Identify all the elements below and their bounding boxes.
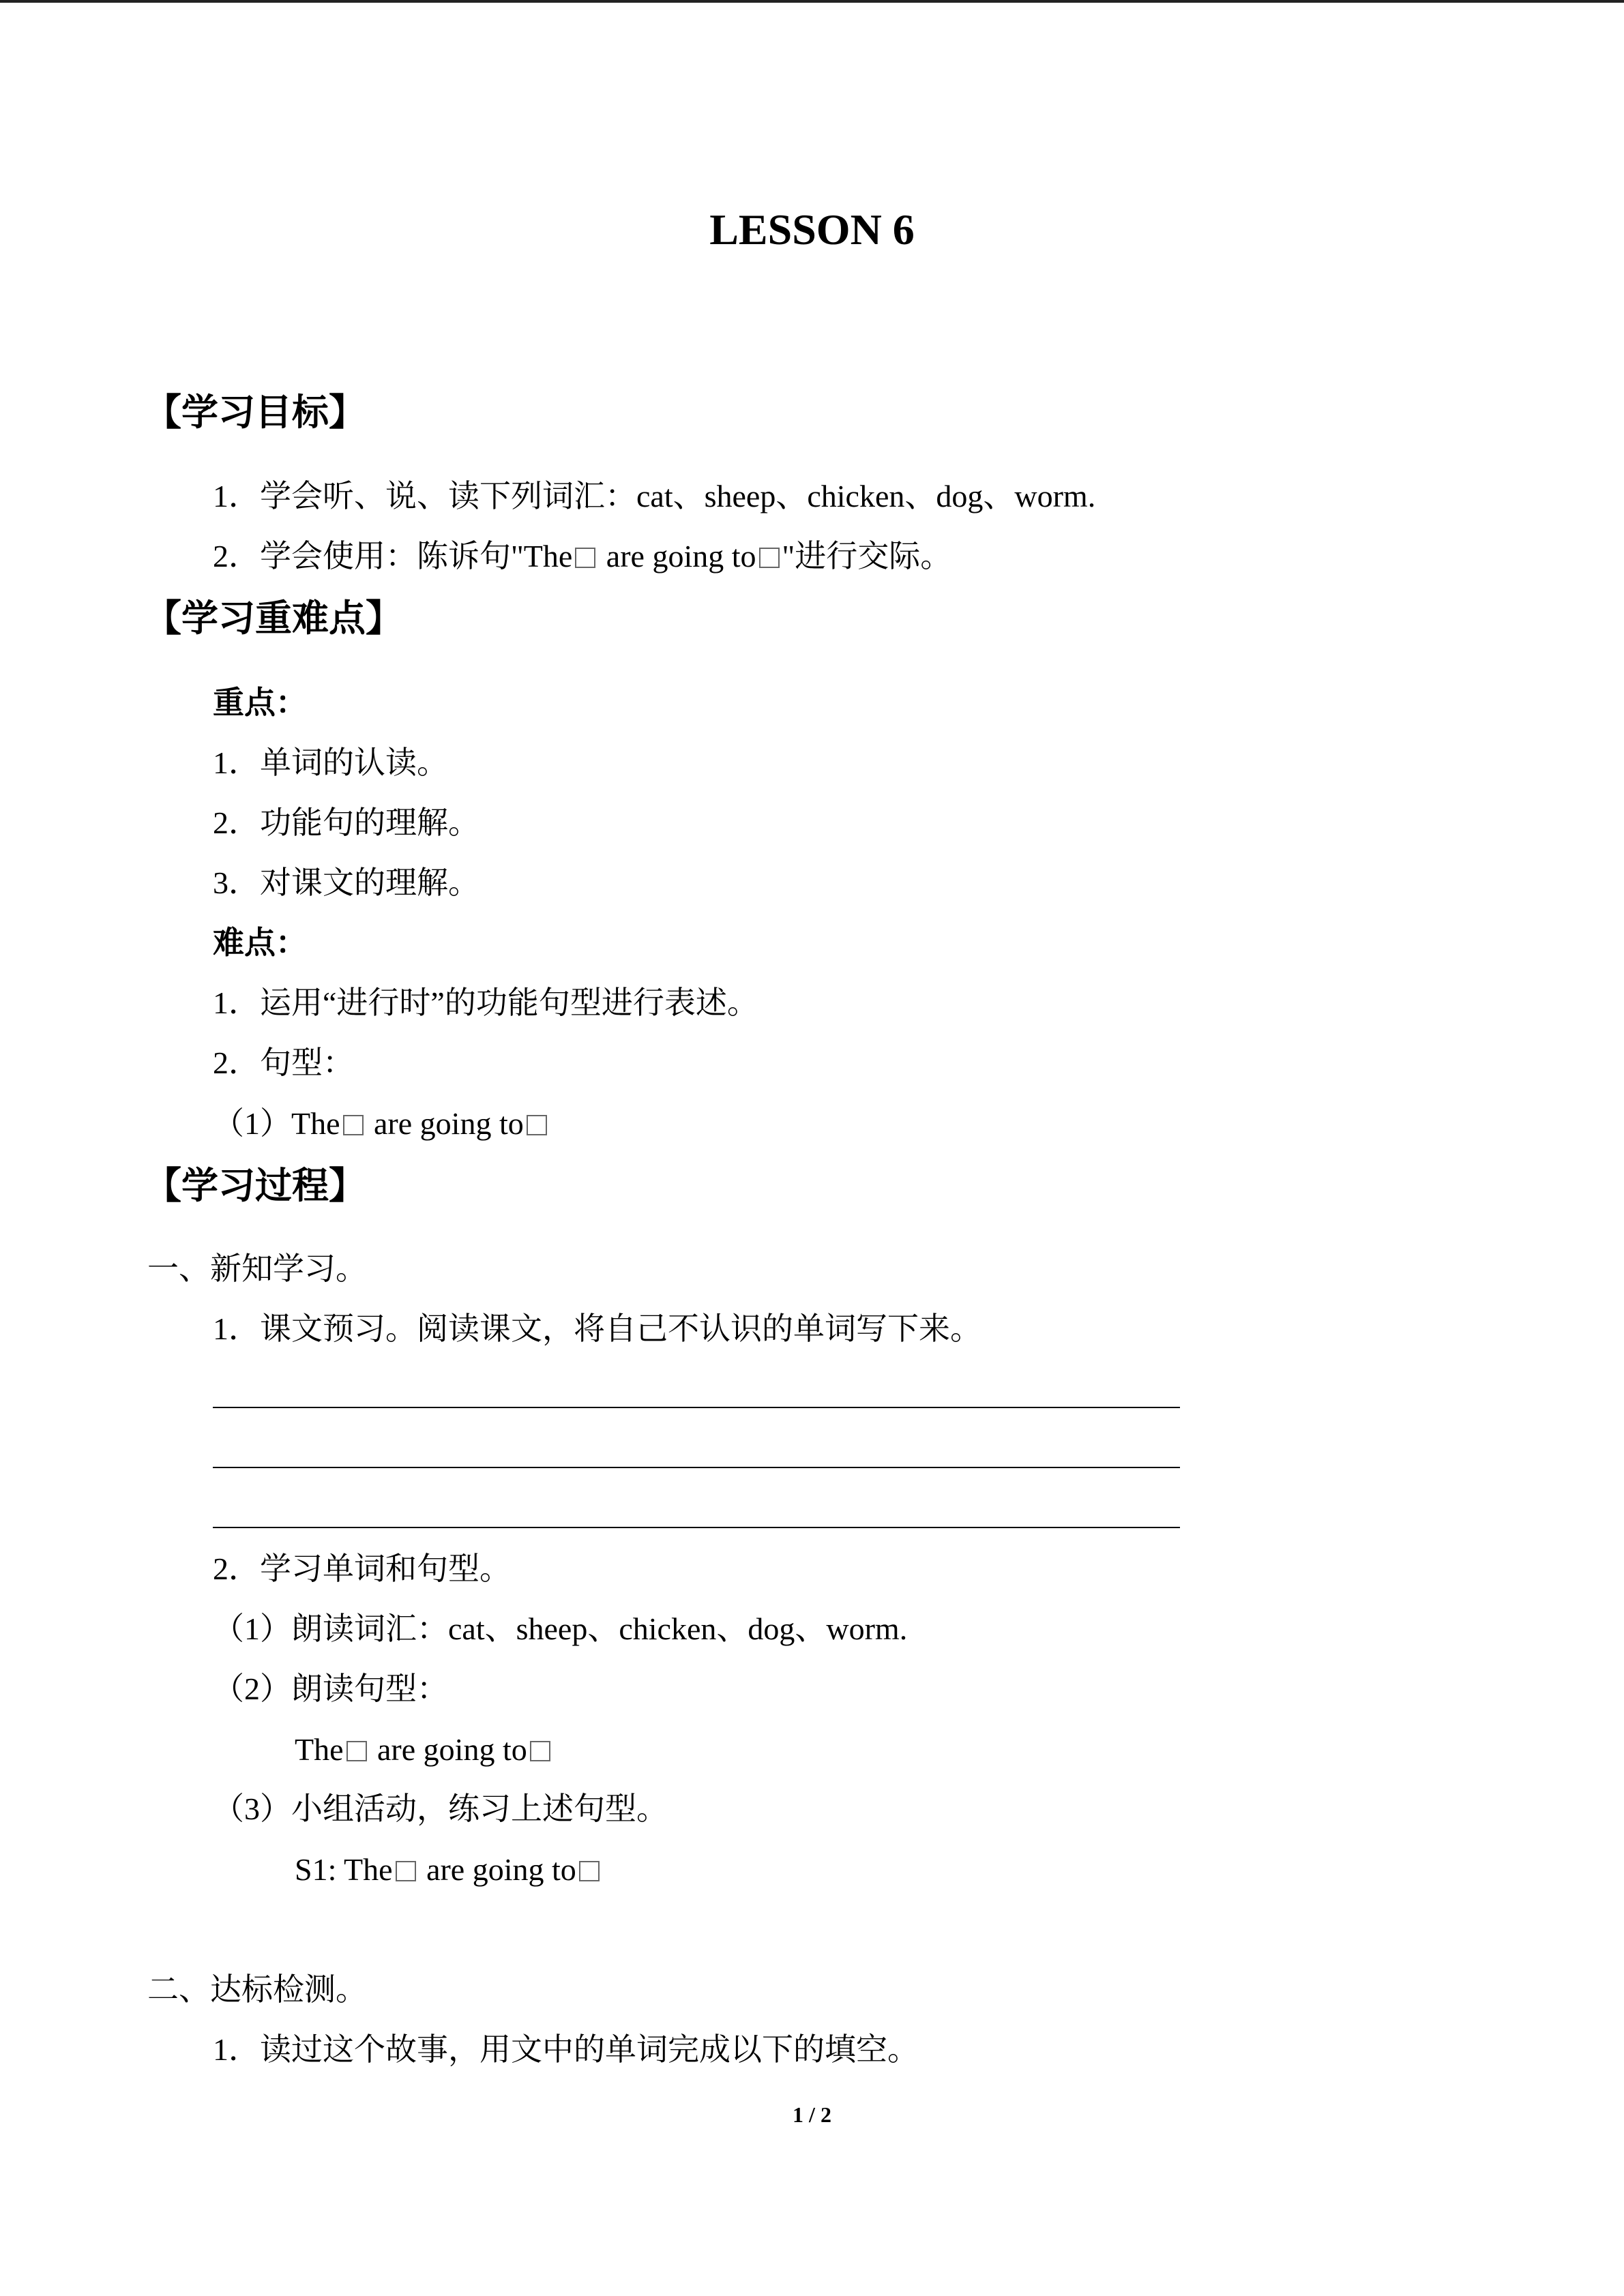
heading-process: 【学习过程】: [145, 1164, 366, 1207]
heading-objectives: 【学习目标】: [145, 391, 366, 434]
sub2-text: （2）朗读句型：: [213, 1671, 448, 1706]
answer-line-2[interactable]: [213, 1467, 1180, 1468]
sub3-text: （3）小组活动，练习上述句型。: [213, 1791, 668, 1826]
key-item-1: 1．单词的认读。: [213, 745, 448, 780]
sub1-text: （1）朗读词汇：cat、sheep、chicken、dog、worm.: [213, 1611, 908, 1646]
blank-box: [759, 548, 780, 568]
blank-box: [346, 1741, 367, 1761]
objective-item-1: 1．学会听、说、读下列词汇：cat、sheep、chicken、dog、worm.: [213, 479, 1096, 513]
key-item-3: 3．对课文的理解。: [213, 865, 479, 900]
sub2-pattern: The are going to: [295, 1734, 553, 1765]
difficult-item-2: 2．句型：: [213, 1045, 354, 1080]
test1-text: 1．读过这个故事，用文中的单词完成以下的填空。: [213, 2032, 919, 2067]
key-label: 重点：: [213, 685, 307, 720]
difficult-label: 难点：: [213, 925, 307, 960]
step2-text: 2．学习单词和句型。: [213, 1551, 511, 1586]
blank-box: [527, 1115, 547, 1135]
step1-text: 1．课文预习。阅读课文，将自己不认识的单词写下来。: [213, 1311, 981, 1346]
blank-box: [396, 1861, 416, 1881]
pattern-line: （1）The are going to: [213, 1108, 550, 1139]
objective-item-2: 2．学会使用：陈诉句"The are going to "进行交际。: [213, 539, 952, 573]
answer-line-3[interactable]: [213, 1527, 1180, 1528]
part1-title: 一、新知学习。: [147, 1251, 367, 1286]
part2-title: 二、达标检测。: [147, 1972, 367, 2007]
key-item-2: 2．功能句的理解。: [213, 805, 479, 840]
heading-key-points: 【学习重难点】: [145, 597, 402, 640]
blank-box: [343, 1115, 364, 1135]
blank-box: [575, 548, 595, 568]
difficult-item-1: 1．运用“进行时”的功能句型进行表述。: [213, 985, 758, 1020]
blank-box: [530, 1741, 550, 1761]
page-number: 1 / 2: [793, 2102, 831, 2127]
sub3-pattern: S1: The are going to: [295, 1854, 602, 1885]
page-title: LESSON 6: [709, 205, 915, 254]
answer-line-1[interactable]: [213, 1407, 1180, 1408]
blank-box: [579, 1861, 600, 1881]
top-border: [0, 0, 1624, 3]
